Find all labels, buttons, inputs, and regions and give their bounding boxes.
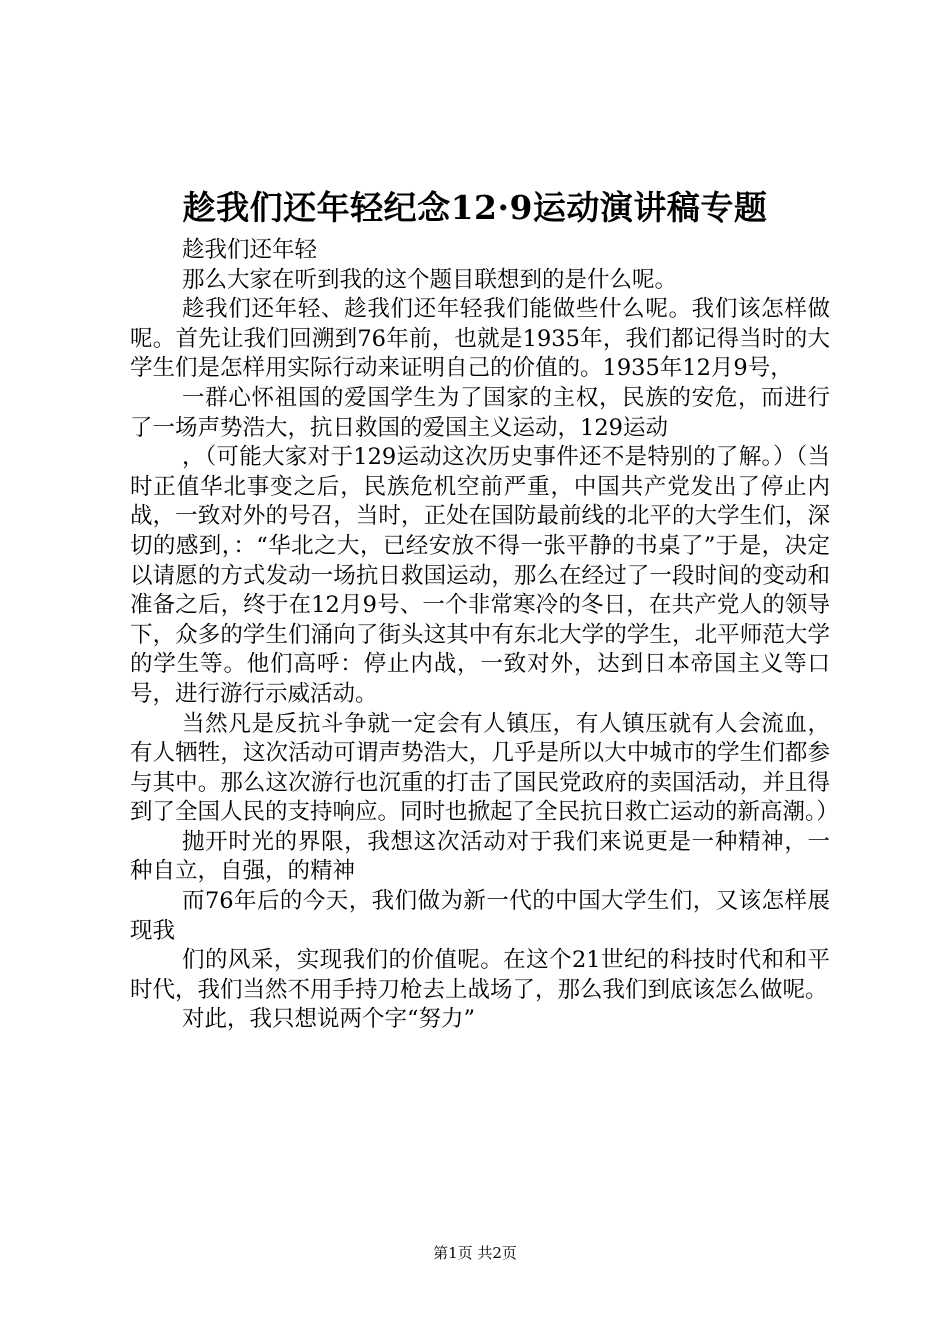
- paragraph: 那么大家在听到我的这个题目联想到的是什么呢。: [182, 266, 678, 293]
- document-body: [130, 236, 839, 1035]
- paragraph: 而76年后的今天，我们做为新一代的中国大学生们，又该怎样展现我: [130, 888, 830, 944]
- paragraph: ，（可能大家对于129运动这次历史事件还不是特别的了解。）（当时正值华北事变之后，民族危机空前严重，中国共产党发出了停止内战，一致对外的号召，当时，正处在国防最前线的北平的大学生们，深切的感到，：“华北之大，已经安放不得一张平静的书桌了”于是，决定以请愿的方式发动一场抗日救国运动，那么在经过了一段时间的变动和准备之后，终于在12月9号、一个非常寒冷的冬日，在共产党人的领导下，众多的学生们涌向了街头这其中有东北大学的学生，北平师范大学的学生等。他们高呼：停止内战，一致对外，达到日本帝国主义等口号，进行游行示威活动。: [130, 444, 830, 707]
- paragraph: 趁我们还年轻: [182, 237, 318, 263]
- page-footer: 第1页 共2页: [433, 1244, 517, 1262]
- paragraph: 当然凡是反抗斗争就一定会有人镇压，有人镇压就有人会流血，有人牺牲，这次活动可谓声势浩大，几乎是所以大中城市的学生们都参与其中。那么这次游行也沉重的打击了国民党政府的卖国活动，并且得到了全国人民的支持响应。同时也掀起了全民抗日救亡运动的新高潮。）: [130, 710, 839, 826]
- paragraph: 对此，我只想说两个字“努力”: [182, 1006, 476, 1033]
- paragraph: 抛开时光的界限，我想这次活动对于我们来说更是一种精神，一种自立，自强，的精神: [130, 828, 830, 885]
- paragraph: 们的风采，实现我们的价值呢。在这个21世纪的科技时代和和平时代，我们当然不用手持刀枪去上战场了，那么我们到底该怎么做呢。: [130, 947, 830, 1003]
- paragraph: 一群心怀祖国的爱国学生为了国家的主权，民族的安危，而进行了一场声势浩大，抗日救国的爱国主义运动，129运动: [130, 384, 830, 441]
- paragraph: 趁我们还年轻、趁我们还年轻我们能做些什么呢。我们该怎样做呢。首先让我们回溯到76年前，也就是1935年，我们都记得当时的大学生们是怎样用实际行动来证明自己的价值的。1935年12月9号，: [130, 296, 830, 382]
- document-title: 趁我们还年轻纪念12·9运动演讲稿专题: [182, 188, 768, 227]
